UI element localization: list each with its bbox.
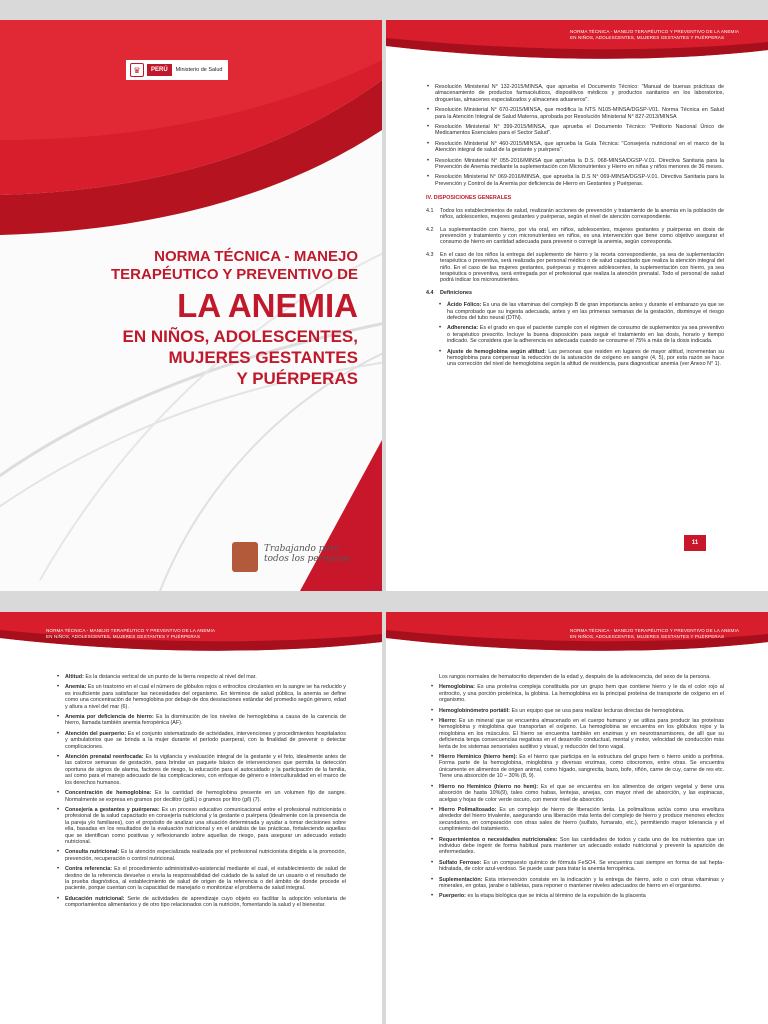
definition-item: • Educación nutricional: Serie de actividades de aprendizaje cuyo objeto es facilitar la adopción voluntaria de comportamientos alimentarios y de otro tipo relacionados con la nutrición, fomentando la salud y el bienestar. xyxy=(56,896,346,909)
definition-item: • Ácido Fólico: Es una de las vitaminas del complejo B de gran importancia antes y durante el embarazo ya que se ha comprobado que su ingesta adecuada, antes y en las primeras semanas de la gestación, disminuye el riesgo defectos del tubo neural (DTN). xyxy=(438,302,724,321)
page-header xyxy=(0,612,382,654)
list-item: • Resolución Ministerial N° 069-2016/MINSA, que aprueba la D.S N° 069-MINSA/DGSP-V.01. Directiva Sanitaria para la Prevención y Control de la Anemia por deficiencia de Hierro en Gestantes y Puérperas. xyxy=(426,174,724,187)
definition-item: • Suplementación: Esta intervención consiste en la indicación y la entrega de hierro, solo o con otras vitaminas y minerales, en gotas, jarabe o tabletas, para reponer o mantener niveles adecuados de hierro en el organismo. xyxy=(430,877,724,890)
definition-item: • Requerimientos o necesidades nutricionales: Son las cantidades de todos y cada uno de los nutrientes que un individuo debe ingerir de forma habitual para mantener un adecuado estado nutricional y prevenir la aparición de enfermedades. xyxy=(430,837,724,856)
definition-item: • Hierro Hemínico (hierro hem): Es el hierro que participa en la estructura del grupo hem o hierro unido a porfirina. Forma parte de la hemoglobina, mioglobina y diversas enzimas, como citocromos, entre otras. Se encuentra únicamente en alimentos de origen animal, como hígado, sangrecita, bazo, bofe, riñón, carne de cuy, carne de res etc. Tiene una absorción de 10 – 30% (8, 9). xyxy=(430,754,724,780)
definition-item: • Consulta nutricional: Es la atención especializada realizada por el profesional nutricionista dirigida a la promoción, prevención, recuperación o control nutricional. xyxy=(56,849,346,862)
cover-subtitle-line2: MUJERES GESTANTES xyxy=(168,348,358,367)
ministry-label: Ministerio de Salud xyxy=(175,67,223,73)
definition-item: • Hierro no Hemínico (hierro no hem): Es el que se encuentra en los alimentos de origen vegetal y tiene una absorción de hasta 10%(9), tales como habas, lentejas, arvejas, con mayor nivel de absorción, y las espinacas, acelgas y hojas de color verde oscuro, con menor nivel de absorción. xyxy=(430,784,724,803)
page-12-body xyxy=(56,674,346,913)
document-page-11 xyxy=(386,20,768,591)
definition-item: • Anemia por deficiencia de hierro: Es la disminución de los niveles de hemoglobina a causa de la carencia de hierro, llamada también anemia ferropénica (AF). xyxy=(56,714,346,727)
document-page-13 xyxy=(386,612,768,1024)
subsection-title: 4.4 Definiciones xyxy=(426,289,473,296)
header-text: NORMA TÉCNICA - MANEJO TERAPÉUTICO Y PREVENTIVO DE LA ANEMIA EN NIÑOS, ADOLESCENTES, MUJERES GESTANTES Y PUÉRPERAS xyxy=(570,628,740,639)
definition-item: • Hierro Polimaltosado: Es un complejo de hierro de liberación lenta. La polimaltosa actúa como una envoltura alrededor del hierro trivalente, asegurando una liberación más lenta del complejo de hierro y produce menores efectos secundarios, en comparación con otras sales de hierro (sulfato, fumarato, etc.), permitiendo mayor tolerancia y el cumplimiento del tratamiento. xyxy=(430,807,724,833)
ministry-logo xyxy=(126,60,228,80)
definition-item: • Ajuste de hemoglobina según altitud: Las personas que residen en lugares de mayor altitud, incrementan su hemoglobina para compensar la reducción de la saturación de oxígeno en sangre (4, 5), por esta razón se hace una corrección del nivel de hemoglobina según la altitud de residencia, para diagnosticar anemia (ver Anexo N° 1). xyxy=(438,349,724,368)
document-page-12 xyxy=(0,612,382,1024)
campaign-tagline xyxy=(264,544,350,564)
campaign-photo xyxy=(232,542,258,572)
continued-paragraph: Los rangos normales de hematocrito dependen de la edad y, después de la adolescencia, del sexo de la persona. xyxy=(439,674,711,680)
page-13-body xyxy=(430,674,724,904)
list-item: • Resolución Ministerial N° 460-2015/MINSA, que aprueba la Guía Técnica: "Consejería nutricional en el marco de la Atención integral de salud de la gestante y puérpera". xyxy=(426,141,724,154)
list-item: • Resolución Ministerial N° 399-2015/MINSA, que aprueba el Documento Técnico: "Petitorio Nacional Único de Medicamentos Esenciales para el Sector Salud". xyxy=(426,124,724,137)
peru-label: PERÚ xyxy=(147,64,172,76)
definition-item: • Hemoglobinómetro portátil: Es un equipo que se usa para realizar lecturas directas de hemoglobina. xyxy=(430,708,724,714)
coat-of-arms-icon: ♛ xyxy=(130,63,144,77)
list-item: • Resolución Ministerial N° 132-2015/MINSA, que aprueba el Documento Técnico: "Manual de buenas prácticas de almacenamiento de productos farmacéuticos, dispositivos médicos y productos sanitarios en los laboratorios, droguerías, almacenes especializados y almacenes aduaneros". xyxy=(426,84,724,103)
cover-subtitle-line1: EN NIÑOS, ADOLESCENTES, xyxy=(122,327,358,346)
header-text: NORMA TÉCNICA - MANEJO TERAPÉUTICO Y PREVENTIVO DE LA ANEMIA EN NIÑOS, ADOLESCENTES, MUJERES GESTANTES Y PUÉRPERAS xyxy=(46,628,216,639)
cover-title-big: LA ANEMIA xyxy=(177,287,358,324)
page-header xyxy=(386,20,768,62)
header-text: NORMA TÉCNICA - MANEJO TERAPÉUTICO Y PREVENTIVO DE LA ANEMIA EN NIÑOS, ADOLESCENTES, MUJERES GESTANTES Y PUÉRPERAS xyxy=(570,29,740,40)
definition-item: • Hemoglobina: Es una proteína compleja constituida por un grupo hem que contiene hierro y le da el color rojo al eritrocito, y una porción proteínica, la globina. La hemoglobina es la principal proteína de transporte de oxígeno en el organismo. xyxy=(430,684,724,703)
page-header xyxy=(386,612,768,654)
definition-item: • Consejería a gestantes y puérperas: Es un proceso educativo comunicacional entre el profesional nutricionista o profesional de la salud capacitado en consejería nutricional y la gestante o puérpera (idealmente con la presencia de la pareja y/o familiares), con el propósito de analizar una situación determinada y ayudar a tomar decisiones sobre ella, basadas en los resultados de la evaluación nutricional y en el análisis de las prácticas, fortaleciendo aquellas que se identifican como positivas y reflexionando sobre aquellas de riesgo, para asegurar un adecuado estado nutricional. xyxy=(56,807,346,845)
numbered-item: 4.3 En el caso de los niños la entrega del suplemento de hierro y la receta correspondiente, ya sea de suplementación terapéutica o preventiva, será realizada por personal médico o de salud capacitado que realiza la atención integral del niño. En el caso de las mujeres gestantes, puérperas y mujeres adolescentes, la suplementación con hierro, ya sea terapéutica o preventiva, será entregada por el profesional que realiza la atención prenatal. Todo el personal de salud podrá indicar los micronutrientes. xyxy=(426,251,724,284)
page-11-body xyxy=(426,84,724,372)
definitions-list xyxy=(430,684,724,899)
definition-item: • Contra referencia: Es el procedimiento administrativo-asistencial mediante el cual, el establecimiento de salud de destino de la referencia devuelve o envía la responsabilidad del cuidado de la salud de un usuario o el resultado de la prueba diagnóstica, al establecimiento de salud de origen de la referencia o del ámbito de donde procede el paciente, porque cuentan con la capacidad de manejarlo o monitorizar el problema de salud integral. xyxy=(56,866,346,892)
definition-item: • Concentración de hemoglobina: Es la cantidad de hemoglobina presente en un volumen fijo de sangre. Normalmente se expresa en gramos por decilitro (g/dL) o gramos por litro (g/l) (7). xyxy=(56,790,346,803)
tagline-line1: Trabajando para xyxy=(264,544,340,554)
cover-subtitle-line3: Y PUÉRPERAS xyxy=(236,369,358,388)
section-title: IV. DISPOSICIONES GENERALES xyxy=(426,195,512,202)
definition-item: • Adherencia: Es el grado en que el paciente cumple con el régimen de consumo de suplementos ya sea preventivo o terapéutico prescrito. Incluye la buena disposición para seguir el tratamiento en las dosis, horario y tiempo indicado. Se considera que la adherencia es adecuada cuando se consume el 75% a más de la dosis indicada. xyxy=(438,325,724,344)
definition-item: • Atención del puerperio: Es el conjunto sistematizado de actividades, intervenciones y procedimientos hospitalarios y ambulatorios que se brinda a la mujer durante el período puerperal, con la finalidad de prevenir o detectar complicaciones. xyxy=(56,731,346,750)
tagline-line2: todos los peruanos xyxy=(264,554,350,564)
definition-item: • Puerperio: es la etapa biológica que se inicia al término de la expulsión de la placenta xyxy=(430,893,724,899)
numbered-item: 4.2 La suplementación con hierro, por vía oral, en niños, adolescentes, mujeres gestantes y puérperas en dosis de prevención y tratamiento y con micronutrientes en niños, es una intervención que tiene como objetivo asegurar el consumo de hierro en cantidad adecuada para prevenir o corregir la anemia, según corresponda. xyxy=(426,226,724,246)
list-item: • Resolución Ministerial N° 670-2015/MINSA, que modifica la NTS N105-MINSA/DGSP-V01. Norma Técnica en Salud para la Atención Integral de Salud Materna, aprobada por Resolución Ministerial N° 827-2013/MINSA xyxy=(426,107,724,120)
definition-item: • Altitud: Es la distancia vertical de un punto de la tierra respecto al nivel del mar. xyxy=(56,674,346,680)
cover-title-line2: TERAPÉUTICO Y PREVENTIVO DE xyxy=(111,266,358,283)
definition-item: • Hierro: Es un mineral que se encuentra almacenado en el cuerpo humano y se utiliza para producir las proteínas hemoglobina y mioglobina que transportan el oxígeno. La hemoglobina se encuentra en los glóbulos rojos y la mioglobina en los músculos. El hierro se encuentra también en enzimas y en neurotransmisores, de allí que su deficiencia tenga consecuencias negativas en el desarrollo conductual, mental y motor, velocidad de conducción más lenta de los sistemas sensoriales auditivo y visual, y reducción del tono vagal. xyxy=(430,718,724,750)
definition-item: • Anemia: Es un trastorno en el cual el número de glóbulos rojos o eritrocitos circulantes en la sangre se ha reducido y es insuficiente para satisfacer las necesidades del organismo. En términos de salud pública, la anemia se define como una concentración de hemoglobina por debajo de dos desviaciones estándar del promedio según género, edad y altura a nivel del mar (6). xyxy=(56,684,346,710)
numbered-item: 4.1 Todos los establecimientos de salud, realizarán acciones de prevención y tratamiento de la anemia en la población de niños, adolescentes, mujeres gestantes y puérperas, según el nivel de atención correspondiente. xyxy=(426,207,724,221)
definitions-list xyxy=(56,674,346,909)
definition-item: • Atención prenatal reenfocada: Es la vigilancia y evaluación integral de la gestante y el feto, idealmente antes de las catorce semanas de gestación, para brindar un paquete básico de intervenciones que permita la detección oportuna de signos de alarma, factores de riesgo, la educación para el autocuidado y la participación de la familia, así como para el manejo adecuado de las complicaciones, con enfoque de género e interculturalidad en el marco de los derechos humanos. xyxy=(56,754,346,786)
resolution-list xyxy=(426,84,724,187)
definition-item: • Sulfato Ferroso: Es un compuesto químico de fórmula FeSO4. Se encuentra casi siempre en forma de sal hepta-hidratada, de color azul-verdoso. Se puede usar para tratar la anemia ferropénica. xyxy=(430,860,724,873)
definitions-list xyxy=(426,302,724,368)
list-item: • Resolución Ministerial N° 055-2016/MINSA que aprueba la D.S. 068-MINSA/DGSP-V.01. Directiva Sanitaria para la Prevención de Anemia mediante la suplementación con Micronutrientes y Hierro en niñas y niños menores de 36 meses. xyxy=(426,158,724,171)
cover-page xyxy=(0,20,382,591)
page-number: 11 xyxy=(684,535,706,551)
cover-title-line1: NORMA TÉCNICA - MANEJO xyxy=(154,248,358,265)
